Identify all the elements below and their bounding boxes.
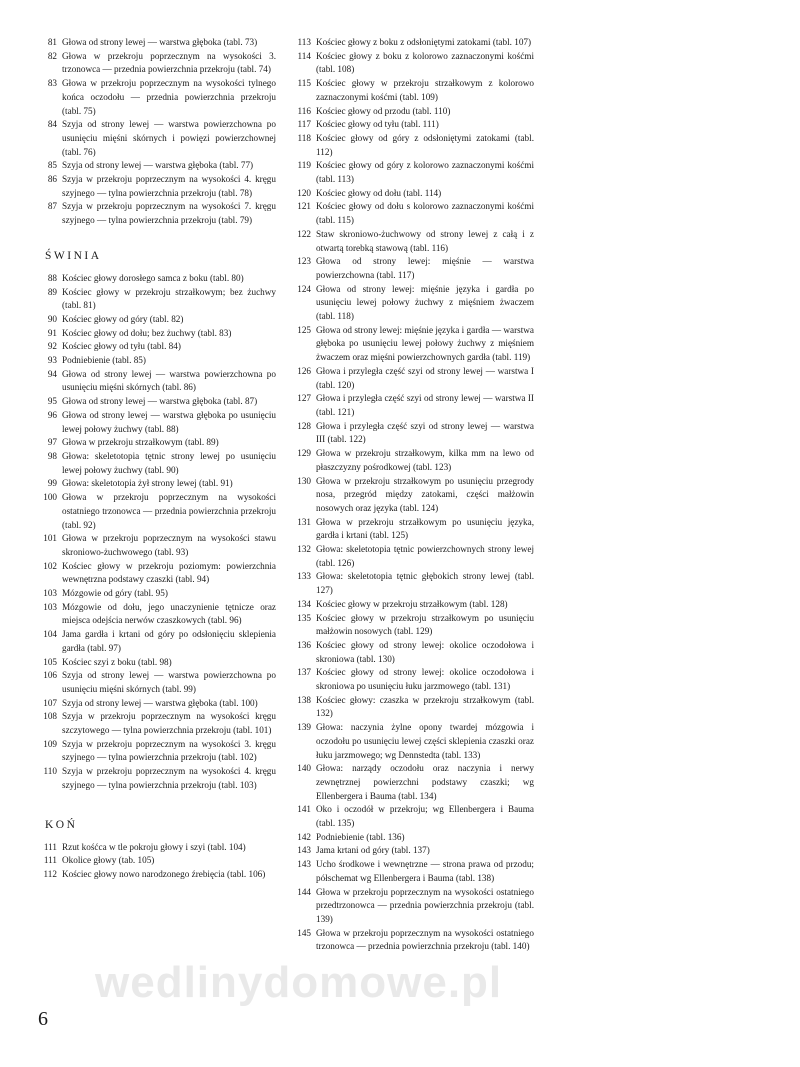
- entry-text: Kościec głowy w przekroju strzałkowym (tabl. 128): [316, 598, 508, 609]
- entry-number: 103: [43, 588, 57, 599]
- entry-text: Szyja w przekroju poprzecznym na wysokości kręgu szczytowego — tylna powierzchnia przekroju (tabl. 101): [62, 711, 276, 736]
- entry-number: 98: [47, 450, 57, 461]
- entry-number: 95: [47, 396, 57, 407]
- entry-number: 116: [297, 105, 311, 116]
- entry-text: Głowa w przekroju poprzecznym na wysokości 3. trzonowca — przednia powierzchnia przekroju (tabl. 74): [62, 50, 276, 75]
- list-item: [36, 200, 276, 227]
- entry-number: 100: [43, 492, 57, 503]
- list-item: [36, 587, 276, 601]
- entry-number: 85: [47, 160, 57, 171]
- list-item: [36, 710, 276, 737]
- list-item: [290, 105, 534, 119]
- entry-number: 143: [297, 845, 311, 856]
- list-item: [290, 283, 534, 324]
- entry-text: Szyja w przekroju poprzecznym na wysokości 7. kręgu szyjnego — tylna powierzchnia przekroju (tabl. 79): [62, 201, 276, 226]
- entry-number: 141: [297, 804, 311, 815]
- list-item: [36, 477, 276, 491]
- list-item: [36, 395, 276, 409]
- entry-text: Głowa w przekroju poprzecznym na wysokości stawu skroniowo-żuchwowego (tabl. 93): [62, 533, 276, 557]
- list-item: [36, 601, 276, 628]
- section-title-swinia: ŚWINIA: [45, 249, 102, 262]
- list-item: [290, 598, 534, 612]
- entry-number: 111: [43, 855, 57, 866]
- entry-number: 125: [297, 324, 311, 335]
- entry-text: Kościec głowy od góry (tabl. 82): [62, 313, 184, 324]
- entry-number: 111: [43, 841, 57, 852]
- entry-number: 135: [297, 612, 311, 623]
- page-number: 6: [38, 1008, 48, 1030]
- entry-text: Jama gardła i krtani od góry po odsłonięciu sklepienia gardła (tabl. 97): [62, 629, 276, 653]
- entry-number: 88: [47, 272, 57, 283]
- entry-text: Szyja w przekroju poprzecznym na wysokości 3. kręgu szyjnego — tylna powierzchnia przekroju (tabl. 102): [62, 738, 276, 763]
- list-item: [290, 844, 534, 858]
- list-item: [290, 886, 534, 927]
- list-item: [36, 340, 276, 354]
- list-item: [36, 354, 276, 368]
- list-item: [36, 868, 276, 882]
- list-item: [290, 831, 534, 845]
- list-item: [36, 628, 276, 655]
- entry-text: Szyja w przekroju poprzecznym na wysokości 4. kręgu szyjnego — tylna powierzchnia przekroju (tabl. 78): [62, 174, 276, 198]
- entry-text: Kościec głowy od strony lewej: okolice oczodołowa i skroniowa po usunięciu łuku jarzmowego (tabl. 131): [316, 667, 534, 692]
- entry-text: Kościec głowy dorosłego samca z boku (tabl. 80): [62, 272, 244, 283]
- list-item: [36, 491, 276, 532]
- entry-number: 145: [297, 927, 311, 938]
- entry-text: Rzut kośćca w tle pokroju głowy i szyi (tabl. 104): [62, 841, 246, 852]
- right-column: [290, 36, 534, 954]
- entry-text: Głowa: skeletotopia tętnic głębokich strony lewej (tabl. 127): [316, 571, 534, 596]
- entry-text: Kościec głowy od dołu (tabl. 114): [316, 187, 442, 198]
- entry-list-right: [290, 36, 534, 954]
- entry-number: 144: [297, 886, 311, 897]
- entry-text: Podniebienie (tabl. 136): [316, 831, 405, 842]
- entry-number: 118: [297, 132, 311, 143]
- entry-number: 103: [43, 601, 57, 612]
- list-item: [290, 639, 534, 666]
- entry-number: 126: [297, 365, 311, 376]
- entry-text: Kościec głowy od tyłu (tabl. 84): [62, 341, 181, 352]
- entry-number: 84: [47, 119, 57, 130]
- list-item: [290, 50, 534, 77]
- entry-number: 128: [297, 420, 311, 431]
- entry-text: Kościec głowy: czaszka w przekroju strzałkowym (tabl. 132): [316, 694, 534, 719]
- list-item: [290, 118, 534, 132]
- entry-text: Głowa: skeletotopia tętnic powierzchownych strony lewej (tabl. 126): [316, 544, 534, 568]
- list-item: [290, 721, 534, 762]
- entry-list-group1: [36, 36, 276, 228]
- entry-number: 81: [47, 37, 57, 47]
- entry-text: Głowa w przekroju poprzecznym na wysokości tylnego końca oczodołu — przednia powierzchnia przekroju (tabl. 75): [62, 78, 276, 116]
- entry-text: Kościec głowy z boku z kolorowo zaznaczonymi kośćmi (tabl. 108): [316, 50, 534, 75]
- list-item: [290, 516, 534, 543]
- entry-number: 115: [297, 78, 311, 89]
- entry-number: 143: [297, 859, 311, 870]
- entry-text: Kościec głowy w przekroju strzałkowym z kolorowo zaznaczonymi kośćmi (tabl. 109): [316, 78, 534, 102]
- entry-number: 134: [297, 598, 311, 609]
- entry-number: 113: [297, 37, 311, 47]
- list-item: [290, 858, 534, 885]
- entry-text: Kościec głowy od dołu s kolorowo zaznaczonymi kośćmi (tabl. 115): [316, 201, 534, 226]
- list-item: [290, 36, 534, 50]
- entry-number: 132: [297, 544, 311, 555]
- section-title-kon: KOŃ: [45, 818, 78, 831]
- entry-text: Szyja od strony lewej — warstwa powierzchowna po usunięciu mięśni skórnych i powięzi powierzchownej (tabl. 76): [62, 119, 276, 157]
- list-item: [36, 173, 276, 200]
- list-item: [36, 286, 276, 313]
- list-item: [290, 694, 534, 721]
- entry-number: 82: [47, 50, 57, 61]
- entry-number: 102: [43, 560, 57, 571]
- entry-number: 124: [297, 283, 311, 294]
- list-item: [36, 327, 276, 341]
- entry-text: Głowa i przyległa część szyi od strony lewej — warstwa III (tabl. 122): [316, 420, 534, 445]
- entry-number: 138: [297, 694, 311, 705]
- list-item: [36, 560, 276, 587]
- entry-number: 139: [297, 722, 311, 733]
- entry-text: Oko i oczodół w przekroju; wg Ellenbergera i Bauma (tabl. 135): [316, 804, 534, 829]
- entry-text: Głowa: naczynia żylne opony twardej mózgowia i oczodołu po usunięciu lewej części sklepienia czaszki oraz łuku jarzmowego; wg Dennstedta (tabl. 133): [316, 722, 534, 760]
- entry-list-group2: [36, 272, 276, 793]
- list-item: [290, 447, 534, 474]
- watermark: wedlinydomowe.pl: [95, 958, 503, 1007]
- entry-text: Głowa: skeletotopia żył strony lewej (tabl. 91): [62, 478, 233, 489]
- entry-number: 130: [297, 475, 311, 486]
- list-item: [290, 927, 534, 954]
- entry-number: 91: [47, 327, 57, 338]
- list-item: [36, 50, 276, 77]
- list-item: [36, 313, 276, 327]
- entry-text: Szyja od strony lewej — warstwa głęboka (tabl. 77): [62, 160, 254, 171]
- entry-text: Kościec głowy nowo narodzonego źrebięcia (tabl. 106): [62, 868, 266, 879]
- entry-number: 101: [43, 533, 57, 544]
- entry-number: 140: [297, 763, 311, 774]
- entry-text: Głowa od strony lewej — warstwa głęboka po usunięciu lewej połowy żuchwy (tabl. 88): [62, 409, 276, 434]
- list-item: [290, 543, 534, 570]
- entry-number: 94: [47, 368, 57, 379]
- entry-number: 133: [297, 571, 311, 582]
- list-item: [36, 854, 276, 868]
- list-item: [36, 36, 276, 50]
- list-item: [290, 570, 534, 597]
- entry-text: Szyja w przekroju poprzecznym na wysokości 4. kręgu szyjnego — tylna powierzchnia przekroju (tabl. 103): [62, 766, 276, 790]
- list-item: [290, 200, 534, 227]
- list-item: [36, 669, 276, 696]
- entry-text: Szyja od strony lewej — warstwa powierzchowna po usunięciu mięśni skórnych (tabl. 99): [62, 670, 276, 694]
- entry-list-group3: [36, 841, 276, 882]
- list-item: [290, 228, 534, 255]
- entry-text: Szyja od strony lewej — warstwa głęboka (tabl. 100): [62, 697, 258, 708]
- entry-number: 119: [297, 160, 311, 171]
- entry-text: Głowa i przyległa część szyi od strony lewej — warstwa I (tabl. 120): [316, 365, 534, 390]
- entry-text: Głowa od strony lewej — warstwa głęboka (tabl. 87): [62, 396, 258, 407]
- list-item: [290, 77, 534, 104]
- list-item: [290, 392, 534, 419]
- entry-number: 108: [43, 711, 57, 722]
- entry-text: Głowa w przekroju strzałkowym (tabl. 89): [62, 437, 219, 448]
- entry-number: 121: [297, 201, 311, 212]
- left-column: [36, 36, 276, 882]
- entry-text: Kościec szyi z boku (tabl. 98): [62, 656, 172, 667]
- entry-text: Głowa i przyległa część szyi od strony lewej — warstwa II (tabl. 121): [316, 393, 534, 417]
- list-item: [36, 409, 276, 436]
- entry-number: 96: [47, 409, 57, 420]
- list-item: [36, 765, 276, 792]
- entry-number: 112: [43, 868, 57, 879]
- entry-number: 104: [43, 629, 57, 640]
- list-item: [36, 532, 276, 559]
- list-item: [290, 324, 534, 365]
- entry-text: Głowa w przekroju poprzecznym na wysokości ostatniego trzonowca — przednia powierzchnia przekroju (tabl. 140): [316, 927, 534, 952]
- entry-number: 127: [297, 393, 311, 404]
- list-item: [290, 255, 534, 282]
- entry-text: Kościec głowy od dołu; bez żuchwy (tabl. 83): [62, 327, 232, 338]
- entry-text: Staw skroniowo-żuchwowy od strony lewej z całą i z otwartą torebką stawową (tabl. 116): [316, 228, 534, 253]
- entry-number: 129: [297, 448, 311, 459]
- entry-number: 87: [47, 201, 57, 212]
- entry-number: 122: [297, 228, 311, 239]
- entry-number: 136: [297, 639, 311, 650]
- list-item: [290, 666, 534, 693]
- entry-text: Głowa w przekroju strzałkowym po usunięciu języka, gardła i krtani (tabl. 125): [316, 516, 534, 541]
- entry-text: Kościec głowy z boku z odsłoniętymi zatokami (tabl. 107): [316, 37, 532, 47]
- entry-number: 105: [43, 656, 57, 667]
- entry-text: Głowa w przekroju strzałkowym po usunięciu przegrody nosa, przegród między zatokami, części małżowin nosowych oraz języka (tabl. 124): [316, 475, 534, 513]
- entry-text: Głowa w przekroju poprzecznym na wysokości ostatniego trzonowca — przednia powierzchnia przekroju (tabl. 92): [62, 492, 276, 530]
- entry-text: Podniebienie (tabl. 85): [62, 355, 146, 366]
- entry-text: Kościec głowy w przekroju poziomym: powierzchnia wewnętrzna podstawy czaszki (tabl. 94): [62, 560, 276, 585]
- list-item: [290, 803, 534, 830]
- entry-number: 142: [297, 831, 311, 842]
- list-item: [36, 368, 276, 395]
- entry-number: 109: [43, 738, 57, 749]
- list-item: [290, 365, 534, 392]
- entry-number: 110: [43, 766, 57, 777]
- entry-text: Kościec głowy od góry z odsłoniętymi zatokami (tabl. 112): [316, 132, 534, 157]
- list-item: [36, 656, 276, 670]
- entry-number: 107: [43, 697, 57, 708]
- entry-text: Kościec głowy w przekroju strzałkowym po usunięciu małżowin nosowych (tabl. 129): [316, 612, 534, 637]
- entry-text: Głowa od strony lewej — warstwa głęboka (tabl. 73): [62, 37, 258, 47]
- entry-text: Głowa: narządy oczodołu oraz naczynia i nerwy zewnętrznej powierzchni podstawy czaszki; wg Ellenbergera i Bauma (tabl. 134): [316, 763, 534, 801]
- entry-text: Kościec głowy od góry z kolorowo zaznaczonymi kośćmi (tabl. 113): [316, 160, 534, 185]
- entry-number: 120: [297, 187, 311, 198]
- entry-text: Jama krtani od góry (tabl. 137): [316, 845, 430, 856]
- entry-number: 89: [47, 286, 57, 297]
- list-item: [36, 841, 276, 855]
- entry-number: 137: [297, 667, 311, 678]
- list-item: [290, 132, 534, 159]
- list-item: [36, 436, 276, 450]
- entry-number: 90: [47, 313, 57, 324]
- entry-text: Mózgowie od dołu, jego unaczynienie tętnicze oraz miejsca odejścia nerwów czaszkowych (tabl. 96): [62, 601, 276, 626]
- entry-text: Głowa w przekroju poprzecznym na wysokości ostatniego przedtrzonowca — przednia powierzchnia przekroju (tabl. 139): [316, 886, 534, 924]
- entry-number: 92: [47, 341, 57, 352]
- list-item: [36, 450, 276, 477]
- entry-text: Ucho środkowe i wewnętrzne — strona prawa od przodu; półschemat wg Ellenbergera i Bauma (tabl. 138): [316, 859, 534, 883]
- entry-number: 97: [47, 437, 57, 448]
- list-item: [290, 762, 534, 803]
- list-item: [36, 272, 276, 286]
- entry-number: 123: [297, 256, 311, 267]
- list-item: [36, 697, 276, 711]
- entry-number: 83: [47, 78, 57, 89]
- list-item: [36, 77, 276, 118]
- entry-text: Głowa: skeletotopia tętnic strony lewej po usunięciu lewej połowy żuchwy (tabl. 90): [62, 450, 276, 475]
- entry-number: 99: [47, 478, 57, 489]
- list-item: [290, 420, 534, 447]
- list-item: [290, 159, 534, 186]
- list-item: [290, 475, 534, 516]
- entry-text: Mózgowie od góry (tabl. 95): [62, 588, 168, 599]
- entry-text: Głowa od strony lewej — warstwa powierzchowna po usunięciu mięśni skórnych (tabl. 86): [62, 368, 276, 393]
- list-item: [36, 159, 276, 173]
- entry-text: Głowa od strony lewej: mięśnie języka i gardła — warstwa głęboka po usunięciu lewej połowy żuchwy z mięśniem żwaczem oraz mięśni powierzchownych gardła (tabl. 119): [316, 324, 534, 363]
- entry-number: 114: [297, 50, 311, 61]
- list-item: [290, 612, 534, 639]
- entry-number: 86: [47, 174, 57, 185]
- entry-number: 106: [43, 670, 57, 681]
- entry-text: Głowa w przekroju strzałkowym, kilka mm na lewo od płaszczyzny pośrodkowej (tabl. 123): [316, 448, 534, 472]
- list-item: [290, 187, 534, 201]
- entry-text: Głowa od strony lewej: mięśnie języka i gardła po usunięciu lewej połowy żuchwy z mięśniem żwaczem (tabl. 118): [316, 283, 534, 322]
- entry-text: Kościec głowy od przodu (tabl. 110): [316, 105, 451, 116]
- entry-text: Kościec głowy od tyłu (tabl. 111): [316, 119, 439, 130]
- entry-number: 117: [297, 119, 311, 130]
- entry-text: Głowa od strony lewej: mięśnie — warstwa powierzchowna (tabl. 117): [316, 256, 534, 280]
- entry-text: Kościec głowy od strony lewej: okolice oczodołowa i skroniowa (tabl. 130): [316, 639, 534, 664]
- list-item: [36, 738, 276, 765]
- entry-text: Kościec głowy w przekroju strzałkowym; bez żuchwy (tabl. 81): [62, 286, 276, 311]
- list-item: [36, 118, 276, 159]
- entry-number: 93: [47, 355, 57, 366]
- entry-number: 131: [297, 516, 311, 527]
- entry-text: Okolice głowy (tab. 105): [62, 855, 155, 866]
